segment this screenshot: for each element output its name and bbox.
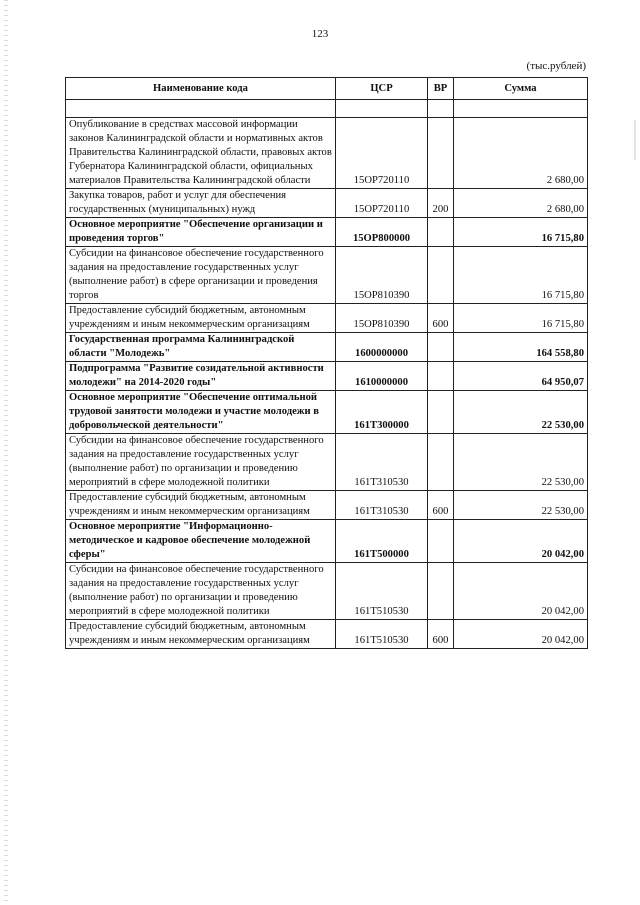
row-amount-cell: 2 680,00 [454, 189, 588, 218]
table-row [66, 218, 588, 247]
row-name-cell: Субсидии на финансовое обеспечение государственного задания на предоставление государственных услуг (выполнение работ) по организации и проведению мероприятий в сфере молодежной политики [66, 563, 336, 620]
row-name-cell: Подпрограмма "Развитие созидательной активности молодежи" на 2014-2020 годы" [66, 362, 336, 391]
header-vr: ВР [428, 78, 454, 100]
row-vr-cell: 200 [428, 189, 454, 218]
table-row [66, 118, 588, 189]
row-name-cell: Опубликование в средствах массовой информации законов Калининградской области и нормативных актов Правительства Калининградской области, правовых актов Губернатора Калининградской области, официальных материалов Правительства Калининградской области [66, 118, 336, 189]
row-vr-cell: 600 [428, 491, 454, 520]
table-spacer-row [66, 100, 588, 118]
table-row [66, 189, 588, 218]
row-vr-cell [428, 118, 454, 189]
row-vr-cell [428, 218, 454, 247]
row-amount-cell: 16 715,80 [454, 218, 588, 247]
row-vr-cell: 600 [428, 620, 454, 649]
row-name-cell: Основное мероприятие "Информационно-методическое и кадровое обеспечение молодежной сферы" [66, 520, 336, 563]
row-amount-cell: 16 715,80 [454, 247, 588, 304]
row-vr-cell [428, 391, 454, 434]
table-row [66, 247, 588, 304]
margin-scan-marks [4, 0, 8, 905]
scan-artifact [634, 120, 636, 160]
budget-table [65, 77, 588, 649]
row-name-cell: Предоставление субсидий бюджетным, автономным учреждениям и иным некоммерческим организациям [66, 491, 336, 520]
row-name-cell: Закупка товаров, работ и услуг для обеспечения государственных (муниципальных) нужд [66, 189, 336, 218]
table-body [66, 100, 588, 649]
row-name-cell: Основное мероприятие "Обеспечение организации и проведения торгов" [66, 218, 336, 247]
row-vr-cell [428, 520, 454, 563]
row-csr-cell: 161Т510530 [336, 620, 428, 649]
row-csr-cell: 1610000000 [336, 362, 428, 391]
row-amount-cell: 22 530,00 [454, 491, 588, 520]
table-row [66, 391, 588, 434]
row-name-cell: Предоставление субсидий бюджетным, автономным учреждениям и иным некоммерческим организациям [66, 304, 336, 333]
row-vr-cell [428, 563, 454, 620]
row-amount-cell: 20 042,00 [454, 563, 588, 620]
page-number: 123 [311, 28, 329, 40]
row-csr-cell: 15ОР810390 [336, 304, 428, 333]
row-amount-cell: 20 042,00 [454, 620, 588, 649]
row-csr-cell: 15ОР810390 [336, 247, 428, 304]
row-name-cell: Предоставление субсидий бюджетным, автономным учреждениям и иным некоммерческим организациям [66, 620, 336, 649]
table-row [66, 620, 588, 649]
row-amount-cell: 2 680,00 [454, 118, 588, 189]
row-csr-cell: 161Т300000 [336, 391, 428, 434]
row-csr-cell: 1600000000 [336, 333, 428, 362]
row-csr-cell: 161Т500000 [336, 520, 428, 563]
row-vr-cell [428, 362, 454, 391]
row-amount-cell: 22 530,00 [454, 391, 588, 434]
row-csr-cell: 161Т510530 [336, 563, 428, 620]
row-amount-cell: 20 042,00 [454, 520, 588, 563]
row-name-cell: Субсидии на финансовое обеспечение государственного задания на предоставление государственных услуг (выполнение работ) по организации и проведению мероприятий в сфере молодежной политики [66, 434, 336, 491]
header-csr: ЦСР [336, 78, 428, 100]
row-csr-cell: 15ОР720110 [336, 118, 428, 189]
table-row [66, 434, 588, 491]
row-vr-cell: 600 [428, 304, 454, 333]
row-name-cell: Государственная программа Калининградской области "Молодежь" [66, 333, 336, 362]
table-row [66, 520, 588, 563]
row-amount-cell: 16 715,80 [454, 304, 588, 333]
table-header-row [66, 78, 588, 100]
row-csr-cell: 161Т310530 [336, 491, 428, 520]
row-name-cell: Основное мероприятие "Обеспечение оптимальной трудовой занятости молодежи и участие молодежи в добровольческой деятельности" [66, 391, 336, 434]
row-csr-cell: 161Т310530 [336, 434, 428, 491]
row-amount-cell: 22 530,00 [454, 434, 588, 491]
row-vr-cell [428, 434, 454, 491]
row-vr-cell [428, 333, 454, 362]
table-row [66, 563, 588, 620]
units-label: (тыс.рублей) [526, 60, 586, 72]
table-row [66, 333, 588, 362]
header-amount: Сумма [454, 78, 588, 100]
row-amount-cell: 64 950,07 [454, 362, 588, 391]
row-name-cell: Субсидии на финансовое обеспечение государственного задания на предоставление государственных услуг (выполнение работ) в сфере организации и проведения торгов [66, 247, 336, 304]
row-csr-cell: 15ОР720110 [336, 189, 428, 218]
header-name: Наименование кода [66, 78, 336, 100]
table-row [66, 304, 588, 333]
row-vr-cell [428, 247, 454, 304]
table-row [66, 362, 588, 391]
row-csr-cell: 15ОР800000 [336, 218, 428, 247]
table-row [66, 491, 588, 520]
row-amount-cell: 164 558,80 [454, 333, 588, 362]
